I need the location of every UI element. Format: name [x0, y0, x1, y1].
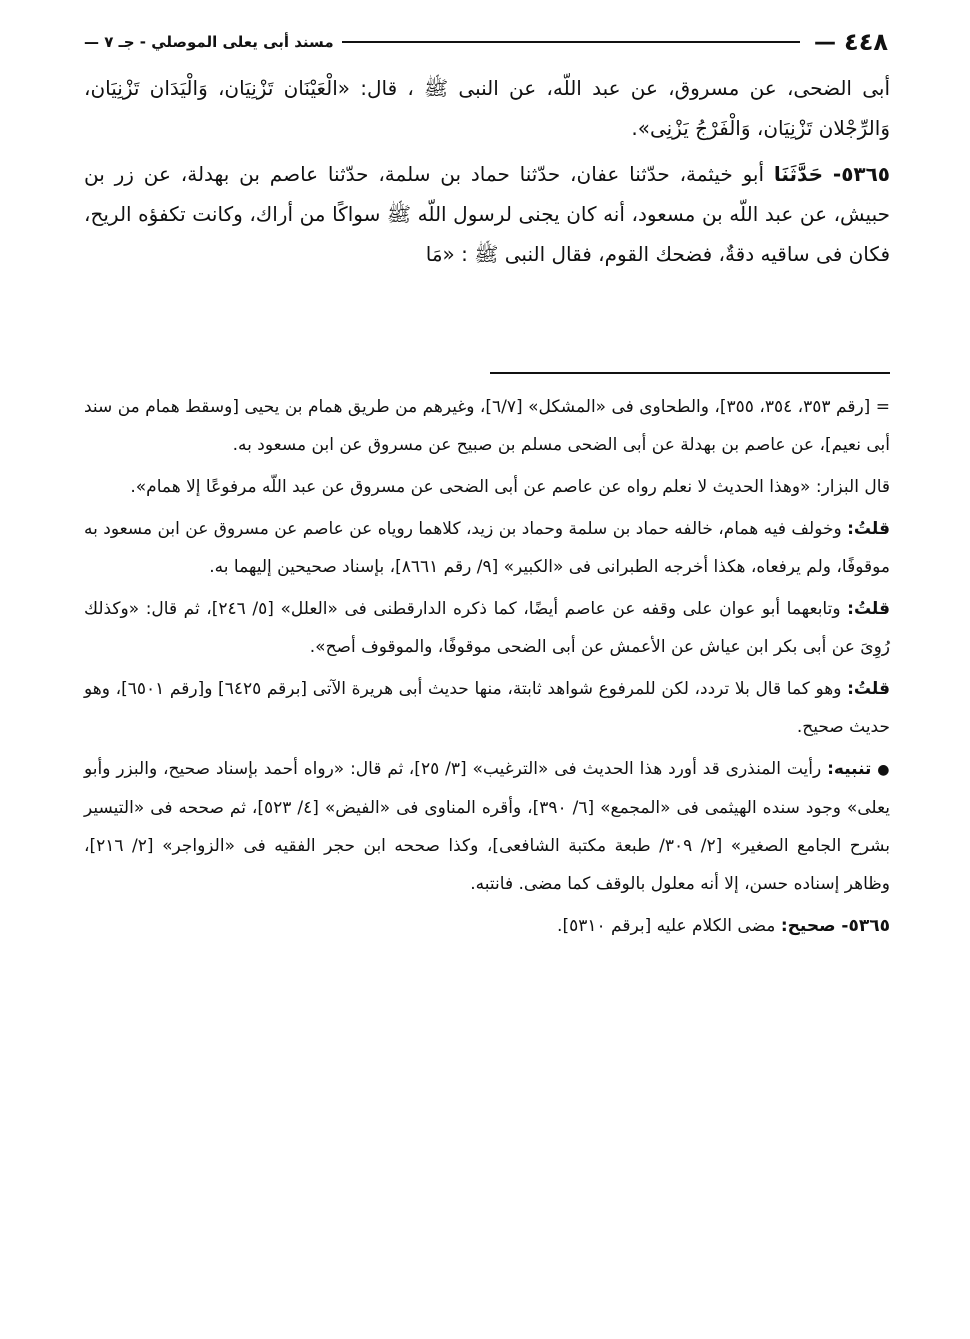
note-7-lead: ٥٣٦٥- صحيح: — [780, 916, 890, 936]
note-4-text: وتابعهما أبو عوان على وقفه عن عاصم أيضًا، كما ذكره الدارقطنى فى «العلل» [٥/ ٢٤٦]، ثم قال: «وكذلك رُوِىَ عن أبى بكر ابن عياش عن الأعمش عن أبى الضحى موقوفًا، والموقوف أصح». — [84, 599, 890, 657]
note-3-lead: قلتُ: — [847, 519, 890, 539]
note-6-text: رأيت المنذرى قد أورد هذا الحديث فى «الترغيب» [٣/ ٢٥]، ثم قال: «رواه أحمد بإسناد صحيح، والبزر وأبو يعلى» وجود سنده الهيثمى فى «المجمع» [٦/ ٣٩٠]، وأقره المناوى فى «الفيض» [٤/ ٥٢٣]، ثم صححه فى «التيسير بشرح الجامع الصغير» [٢/ ٣٠٩/ طبعة مكتبة الشافعى]، وكذا صححه ابن حجر الفقيه فى «الزواجر» [٢/ ٢١٦]، وظاهر إسناده حسن، إلا أنه معلول بالوقف كما مضى. فانتبه. — [84, 759, 891, 894]
note-6 — [84, 750, 890, 903]
note-2: قال البزار: «وهذا الحديث لا نعلم رواه عن عاصم عن أبى الضحى عن مسروق عن عبد اللّه مرفوعًا إلا همام». — [130, 477, 890, 497]
note-4-lead: قلتُ: — [847, 599, 891, 619]
hadith-text: أبو خيثمة، حدّثنا عفان، حدّثنا حماد بن سلمة، حدّثنا عاصم بن بهدلة، عن زر بن حبيش، عن عبد اللّه بن مسعود، أنه كان يجنى لرسول اللّه ﷺ سواكًا من أراك، وكانت تكفؤه الريح، فكان فى ساقيه دقةٌ، فضحك القوم، فقال النبى ﷺ : «مَا — [84, 162, 890, 266]
note-5-text: وهو كما قال بلا تردد، لكن للمرفوع شواهد ثابتة، منها حديث أبى هريرة الآتى [برقم ٦٤٢٥] و[رقم ٦٥٠١]، وهو حديث صحيح. — [84, 679, 890, 737]
page-header — [84, 24, 890, 60]
book-title: مسند أبى يعلى الموصلي - جـ ٧ — — [84, 33, 334, 51]
main-paragraph-2 — [84, 154, 890, 274]
note-6-lead: تنبيه: — [827, 759, 872, 779]
note-5 — [84, 670, 890, 746]
main-text — [84, 68, 890, 274]
note-7-text: مضى الكلام عليه [برقم ٥٣١٠]. — [557, 916, 776, 936]
header-dash: — — [814, 29, 837, 55]
note-1: = [رقم ٣٥٣، ٣٥٤، ٣٥٥]، والطحاوى فى «المشكل» [٦/٧]، وغيرهم من طريق همام بن يحيى [وسقط همام من سند أبى نعيم]، عن عاصم بن بهدلة عن أبى الضحى مسلم بن صبيح عن مسروق عن ابن مسعود به. — [84, 397, 890, 455]
bullet-icon: ● — [877, 762, 890, 778]
main-paragraph-1: أبى الضحى، عن مسروق، عن عبد اللّه، عن النبى ﷺ ، قال: «الْعَيْنَان تَزْنِيَان، وَالْيَدَان تَزْنِيَان، وَالرِّجْلان تَزْنِيَان، وَالْفَرْجُ يَزْنِى». — [84, 76, 890, 140]
note-4 — [84, 590, 890, 666]
note-3-text: وخولف فيه همام، خالفه حماد بن سلمة وحماد بن زيد، كلاهما روياه عن عاصم عن مسروق عن ابن مسعود به موقوفًا، ولم يرفعاه، هكذا أخرجه الطبرانى فى «الكبير» [٩/ رقم ٨٦٦١]، بإسناد صحيحين إليهما به. — [84, 519, 890, 577]
note-5-lead: قلتُ: — [847, 679, 890, 699]
note-3 — [84, 510, 890, 586]
footnotes — [84, 388, 890, 949]
note-7 — [84, 907, 890, 945]
footnote-separator — [490, 372, 890, 374]
header-rule — [342, 41, 800, 43]
hadith-number: ٥٣٦٥- — [832, 162, 891, 186]
page — [84, 24, 890, 1314]
page-number: ٤٤٨ — [844, 28, 888, 56]
hadith-lead-word: حَدَّثَنَا — [773, 162, 824, 186]
